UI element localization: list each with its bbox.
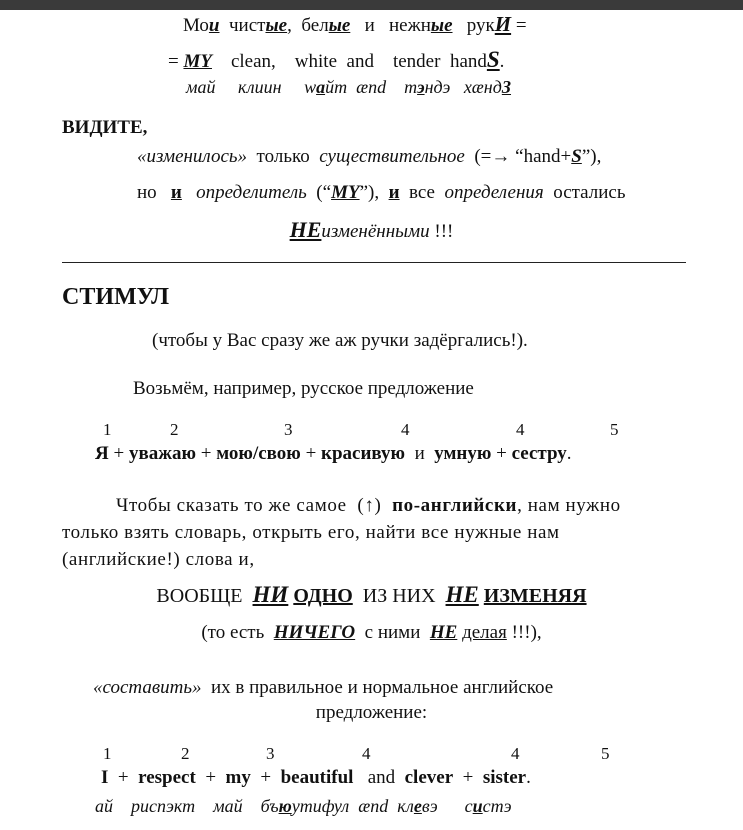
word-number: 1 [103,744,112,763]
word-number: 3 [266,744,275,763]
word-number: 2 [181,744,190,763]
word-number: 4 [401,420,410,439]
vidite-heading: ВИДИТЕ, [62,117,148,138]
viewer-top-bar [0,0,743,10]
clarification-line: (то есть НИЧЕГО с ними НЕ делая !!!), [201,622,542,643]
word-number: 1 [103,420,112,439]
word-number: 4 [511,744,520,763]
compose-line-1: «составить» их в правильное и нормальное английское [93,677,554,698]
intro-text: Возьмём, например, русское предложение [133,378,474,399]
section-divider [62,262,686,263]
example-russian: Мои чистые, белые и нежные рукИ = [183,12,527,36]
section-heading: СТИМУЛ [62,284,169,310]
english-transcription: ай риспэкт май бъюутифул ænd клевэ систэ [95,796,512,816]
word-number: 4 [516,420,525,439]
compose-line-2: предложение: [315,702,428,723]
explanation-line-1: «изменилось» только существительное (=→ “hand+S”), [137,146,602,167]
paragraph: Чтобы сказать то же самое (↑) по-английски, нам нужно только взять словарь, открыть его, найти все нужные нам (английские!) слова и, [62,495,621,570]
explanation-line-2: но и определитель (“MY”), и все определения остались [137,182,626,203]
example-transcription: май клиин wайт ænd тэндэ хæндЗ [186,77,512,97]
word-number: 2 [170,420,179,439]
word-number: 3 [284,420,293,439]
explanation-line-3: НЕизменёнными !!! [289,217,454,242]
word-number: 4 [362,744,371,763]
word-number: 5 [610,420,619,439]
sentence-english: I + respect + my + beautiful and clever + sister. [101,767,531,788]
emphasis-line: ВООБЩЕ НИ ОДНО ИЗ НИХ НЕ ИЗМЕНЯЯ [156,582,587,607]
example-english: = MY clean, white and tender handS. [168,47,505,72]
sentence-russian: Я + уважаю + мою/свою + красивую и умную + сестру. [95,443,572,464]
section-subheading: (чтобы у Вас сразу же аж ручки задёргались!). [152,330,528,351]
word-number: 5 [601,744,610,763]
